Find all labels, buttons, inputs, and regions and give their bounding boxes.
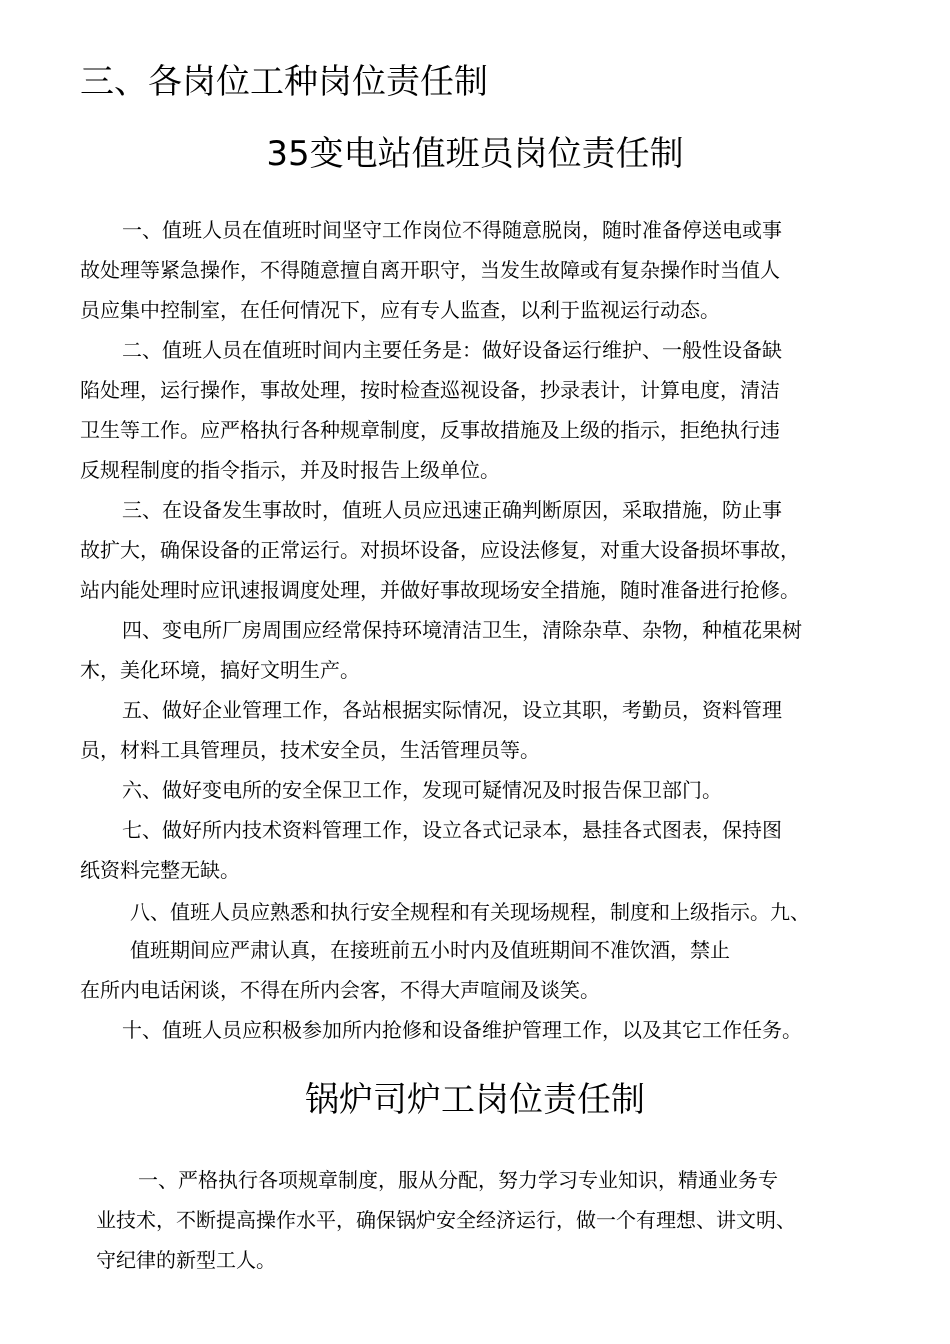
- paragraph-line: 卫生等工作。应严格执行各种规章制度，反事故措施及上级的指示，拒绝执行违: [80, 418, 780, 442]
- paragraph-line: 反规程制度的指令指示，并及时报告上级单位。: [80, 458, 500, 482]
- paragraph-line: 十、值班人员应积极参加所内抢修和设备维护管理工作，以及其它工作任务。: [122, 1018, 802, 1042]
- paragraph-line: 故扩大，确保设备的正常运行。对损坏设备，应设法修复，对重大设备损坏事故，: [80, 538, 800, 562]
- paragraph-line: 在所内电话闲谈，不得在所内会客，不得大声喧闹及谈笑。: [80, 978, 600, 1002]
- paragraph-line: 三、在设备发生事故时，值班人员应迅速正确判断原因，采取措施，防止事: [122, 498, 782, 522]
- paragraph-line: 六、做好变电所的安全保卫工作，发现可疑情况及时报告保卫部门。: [122, 778, 722, 802]
- doc-title-boiler: 锅炉司炉工岗位责任制: [305, 1080, 645, 1120]
- paragraph-line: 五、做好企业管理工作，各站根据实际情况，设立其职，考勤员，资料管理: [122, 698, 782, 722]
- paragraph-line: 守纪律的新型工人。: [96, 1248, 276, 1272]
- paragraph-line: 一、值班人员在值班时间坚守工作岗位不得随意脱岗，随时准备停送电或事: [122, 218, 782, 242]
- section-heading: 三、各岗位工种岗位责任制: [80, 62, 488, 102]
- paragraph-line: 一、严格执行各项规章制度，服从分配，努力学习专业知识，精通业务专: [138, 1168, 778, 1192]
- paragraph-line: 八、值班人员应熟悉和执行安全规程和有关现场规程，制度和上级指示。九、: [130, 900, 810, 924]
- paragraph-line: 纸资料完整无缺。: [80, 858, 240, 882]
- paragraph-line: 员应集中控制室，在任何情况下，应有专人监查，以利于监视运行动态。: [80, 298, 720, 322]
- paragraph-line: 员，材料工具管理员，技术安全员，生活管理员等。: [80, 738, 540, 762]
- paragraph-line: 陷处理，运行操作，事故处理，按时检查巡视设备，抄录表计，计算电度，清洁: [80, 378, 780, 402]
- paragraph-line: 站内能处理时应讯速报调度处理，并做好事故现场安全措施，随时准备进行抢修。: [80, 578, 800, 602]
- paragraph-line: 木，美化环境，搞好文明生产。: [80, 658, 360, 682]
- paragraph-line: 业技术，不断提高操作水平，确保锅炉安全经济运行，做一个有理想、讲文明、: [96, 1208, 796, 1232]
- paragraph-line: 值班期间应严肃认真，在接班前五小时内及值班期间不准饮酒，禁止: [130, 938, 730, 962]
- paragraph-line: 二、值班人员在值班时间内主要任务是：做好设备运行维护、一般性设备缺: [122, 338, 782, 362]
- paragraph-line: 七、做好所内技术资料管理工作，设立各式记录本，悬挂各式图表，保持图: [122, 818, 782, 842]
- doc-title-substation: 35变电站值班员岗位责任制: [266, 134, 684, 174]
- paragraph-line: 故处理等紧急操作，不得随意擅自离开职守，当发生故障或有复杂操作时当值人: [80, 258, 780, 282]
- paragraph-line: 四、变电所厂房周围应经常保持环境清洁卫生，清除杂草、杂物，种植花果树: [122, 618, 802, 642]
